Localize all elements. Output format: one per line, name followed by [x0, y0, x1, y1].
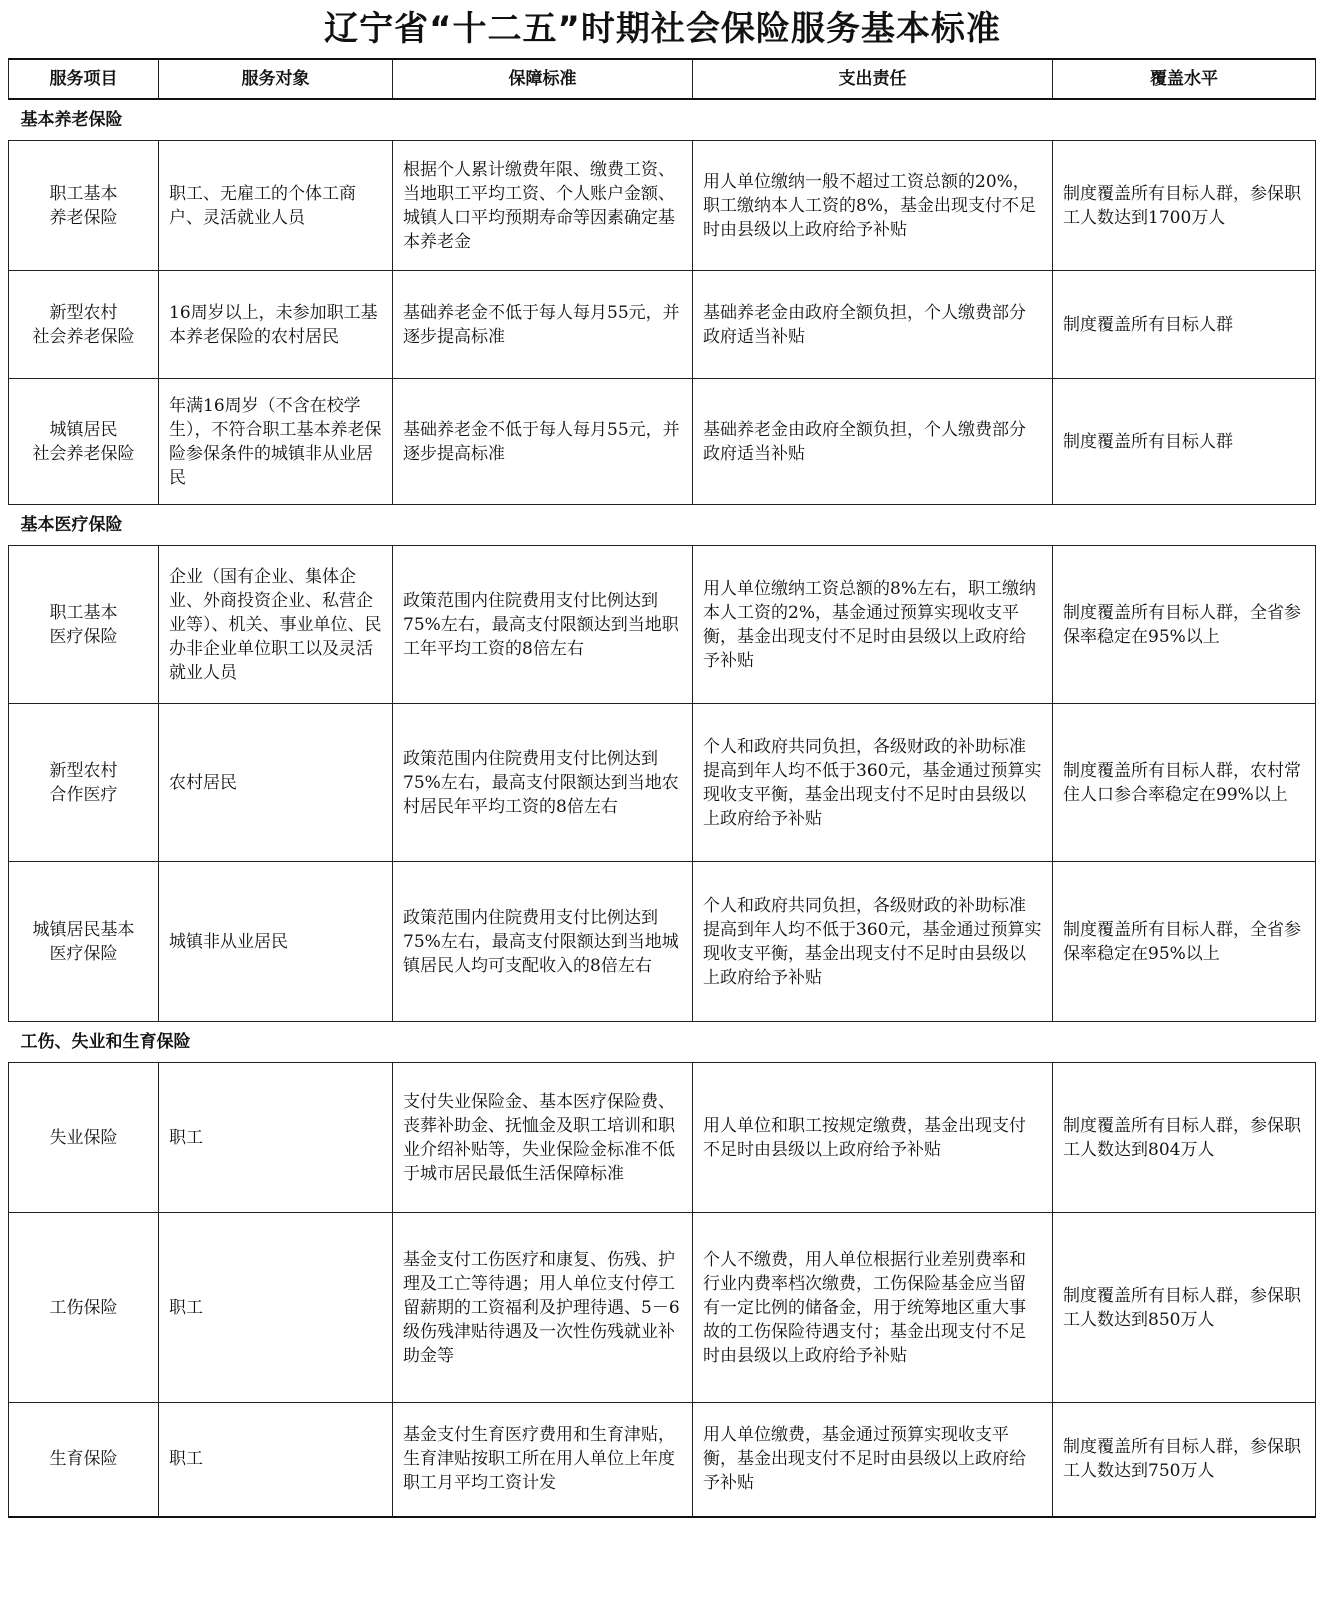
page-title: 辽宁省“十二五”时期社会保险服务基本标准: [324, 9, 1001, 49]
header-target: 服务对象: [159, 59, 393, 99]
service-item: [9, 271, 159, 379]
service-item: [9, 862, 159, 1022]
service-item-label: 生育保险: [49, 1449, 118, 1470]
service-item: [9, 1063, 159, 1213]
service-responsibility: 个人和政府共同负担，各级财政的补助标准提高到年人均不低于360元，基金通过预算实现收支平衡，基金出现支付不足时由县级以上政府给予补贴: [693, 862, 1053, 1022]
service-coverage: 制度覆盖所有目标人群，农村常住人口参合率稳定在99%以上: [1053, 704, 1316, 862]
service-coverage: 制度覆盖所有目标人群，参保职工人数达到1700万人: [1053, 141, 1316, 271]
service-target: 职工、无雇工的个体工商户、灵活就业人员: [159, 141, 393, 271]
table-row: [9, 1213, 1316, 1403]
service-coverage: 制度覆盖所有目标人群: [1053, 379, 1316, 505]
section-title: 基本医疗保险: [9, 505, 1316, 546]
service-responsibility: 基础养老金由政府全额负担，个人缴费部分政府适当补贴: [693, 271, 1053, 379]
service-item: [9, 1403, 159, 1517]
service-item-label: 城镇居民基本 医疗保险: [32, 919, 135, 964]
service-target: 职工: [159, 1213, 393, 1403]
service-target: 年满16周岁（不含在校学生），不符合职工基本养老保险参保条件的城镇非从业居民: [159, 379, 393, 505]
table-row: [9, 141, 1316, 271]
service-standard: 根据个人累计缴费年限、缴费工资、当地职工平均工资、个人账户金额、城镇人口平均预期寿命等因素确定基本养老金: [393, 141, 693, 271]
service-coverage: 制度覆盖所有目标人群，全省参保率稳定在95%以上: [1053, 546, 1316, 704]
service-item-label: 新型农村 合作医疗: [49, 760, 118, 805]
header-row: [9, 59, 1316, 99]
service-item: [9, 141, 159, 271]
service-responsibility: 用人单位和职工按规定缴费，基金出现支付不足时由县级以上政府给予补贴: [693, 1063, 1053, 1213]
service-item: [9, 704, 159, 862]
table-row: [9, 546, 1316, 704]
service-standard: 基金支付工伤医疗和康复、伤残、护理及工亡等待遇；用人单位支付停工留薪期的工资福利及护理待遇、5－6级伤残津贴待遇及一次性伤残就业补助金等: [393, 1213, 693, 1403]
table-row: [9, 379, 1316, 505]
service-item-label: 失业保险: [49, 1127, 118, 1148]
section-row: [9, 1022, 1316, 1063]
service-coverage: 制度覆盖所有目标人群，参保职工人数达到750万人: [1053, 1403, 1316, 1517]
service-coverage: 制度覆盖所有目标人群，参保职工人数达到850万人: [1053, 1213, 1316, 1403]
service-standard: 基金支付生育医疗费用和生育津贴，生育津贴按职工所在用人单位上年度职工月平均工资计发: [393, 1403, 693, 1517]
service-item: [9, 379, 159, 505]
service-responsibility: 基础养老金由政府全额负担，个人缴费部分政府适当补贴: [693, 379, 1053, 505]
header-standard: 保障标准: [393, 59, 693, 99]
header-item: 服务项目: [9, 59, 159, 99]
service-item-label: 职工基本 养老保险: [49, 183, 118, 228]
service-item-label: 工伤保险: [49, 1297, 118, 1318]
service-coverage: 制度覆盖所有目标人群，全省参保率稳定在95%以上: [1053, 862, 1316, 1022]
section-row: [9, 99, 1316, 141]
table-row: [9, 271, 1316, 379]
standards-table: [8, 58, 1316, 1518]
service-standard: 基础养老金不低于每人每月55元，并逐步提高标准: [393, 379, 693, 505]
table-row: [9, 862, 1316, 1022]
service-target: 职工: [159, 1403, 393, 1517]
service-item: [9, 546, 159, 704]
service-coverage: 制度覆盖所有目标人群，参保职工人数达到804万人: [1053, 1063, 1316, 1213]
service-standard: 政策范围内住院费用支付比例达到75%左右，最高支付限额达到当地城镇居民人均可支配收入的8倍左右: [393, 862, 693, 1022]
table-row: [9, 1403, 1316, 1517]
section-row: [9, 505, 1316, 546]
service-standard: 政策范围内住院费用支付比例达到75%左右，最高支付限额达到当地农村居民年平均工资的8倍左右: [393, 704, 693, 862]
service-responsibility: 用人单位缴纳工资总额的8%左右，职工缴纳本人工资的2%，基金通过预算实现收支平衡，基金出现支付不足时由县级以上政府给予补贴: [693, 546, 1053, 704]
section-title: 基本养老保险: [9, 99, 1316, 141]
service-target: 16周岁以上，未参加职工基本养老保险的农村居民: [159, 271, 393, 379]
table-row: [9, 704, 1316, 862]
service-standard: 政策范围内住院费用支付比例达到75%左右，最高支付限额达到当地职工年平均工资的8倍左右: [393, 546, 693, 704]
service-target: 农村居民: [159, 704, 393, 862]
header-coverage: 覆盖水平: [1053, 59, 1316, 99]
service-item-label: 新型农村 社会养老保险: [32, 302, 135, 347]
header-responsibility: 支出责任: [693, 59, 1053, 99]
table-row: [9, 1063, 1316, 1213]
service-responsibility: 个人不缴费，用人单位根据行业差别费率和行业内费率档次缴费，工伤保险基金应当留有一定比例的储备金，用于统筹地区重大事故的工伤保险待遇支付；基金出现支付不足时由县级以上政府给予补贴: [693, 1213, 1053, 1403]
service-item-label: 职工基本 医疗保险: [49, 602, 118, 647]
service-responsibility: 用人单位缴费，基金通过预算实现收支平衡，基金出现支付不足时由县级以上政府给予补贴: [693, 1403, 1053, 1517]
service-target: 职工: [159, 1063, 393, 1213]
service-standard: 支付失业保险金、基本医疗保险费、丧葬补助金、抚恤金及职工培训和职业介绍补贴等，失业保险金标准不低于城市居民最低生活保障标准: [393, 1063, 693, 1213]
service-responsibility: 用人单位缴纳一般不超过工资总额的20%，职工缴纳本人工资的8%，基金出现支付不足时由县级以上政府给予补贴: [693, 141, 1053, 271]
service-standard: 基础养老金不低于每人每月55元，并逐步提高标准: [393, 271, 693, 379]
service-responsibility: 个人和政府共同负担，各级财政的补助标准提高到年人均不低于360元，基金通过预算实现收支平衡，基金出现支付不足时由县级以上政府给予补贴: [693, 704, 1053, 862]
service-target: 城镇非从业居民: [159, 862, 393, 1022]
service-coverage: 制度覆盖所有目标人群: [1053, 271, 1316, 379]
service-item-label: 城镇居民 社会养老保险: [32, 419, 135, 464]
section-title: 工伤、失业和生育保险: [9, 1022, 1316, 1063]
service-item: [9, 1213, 159, 1403]
service-target: 企业（国有企业、集体企业、外商投资企业、私营企业等）、机关、事业单位、民办非企业单位职工以及灵活就业人员: [159, 546, 393, 704]
